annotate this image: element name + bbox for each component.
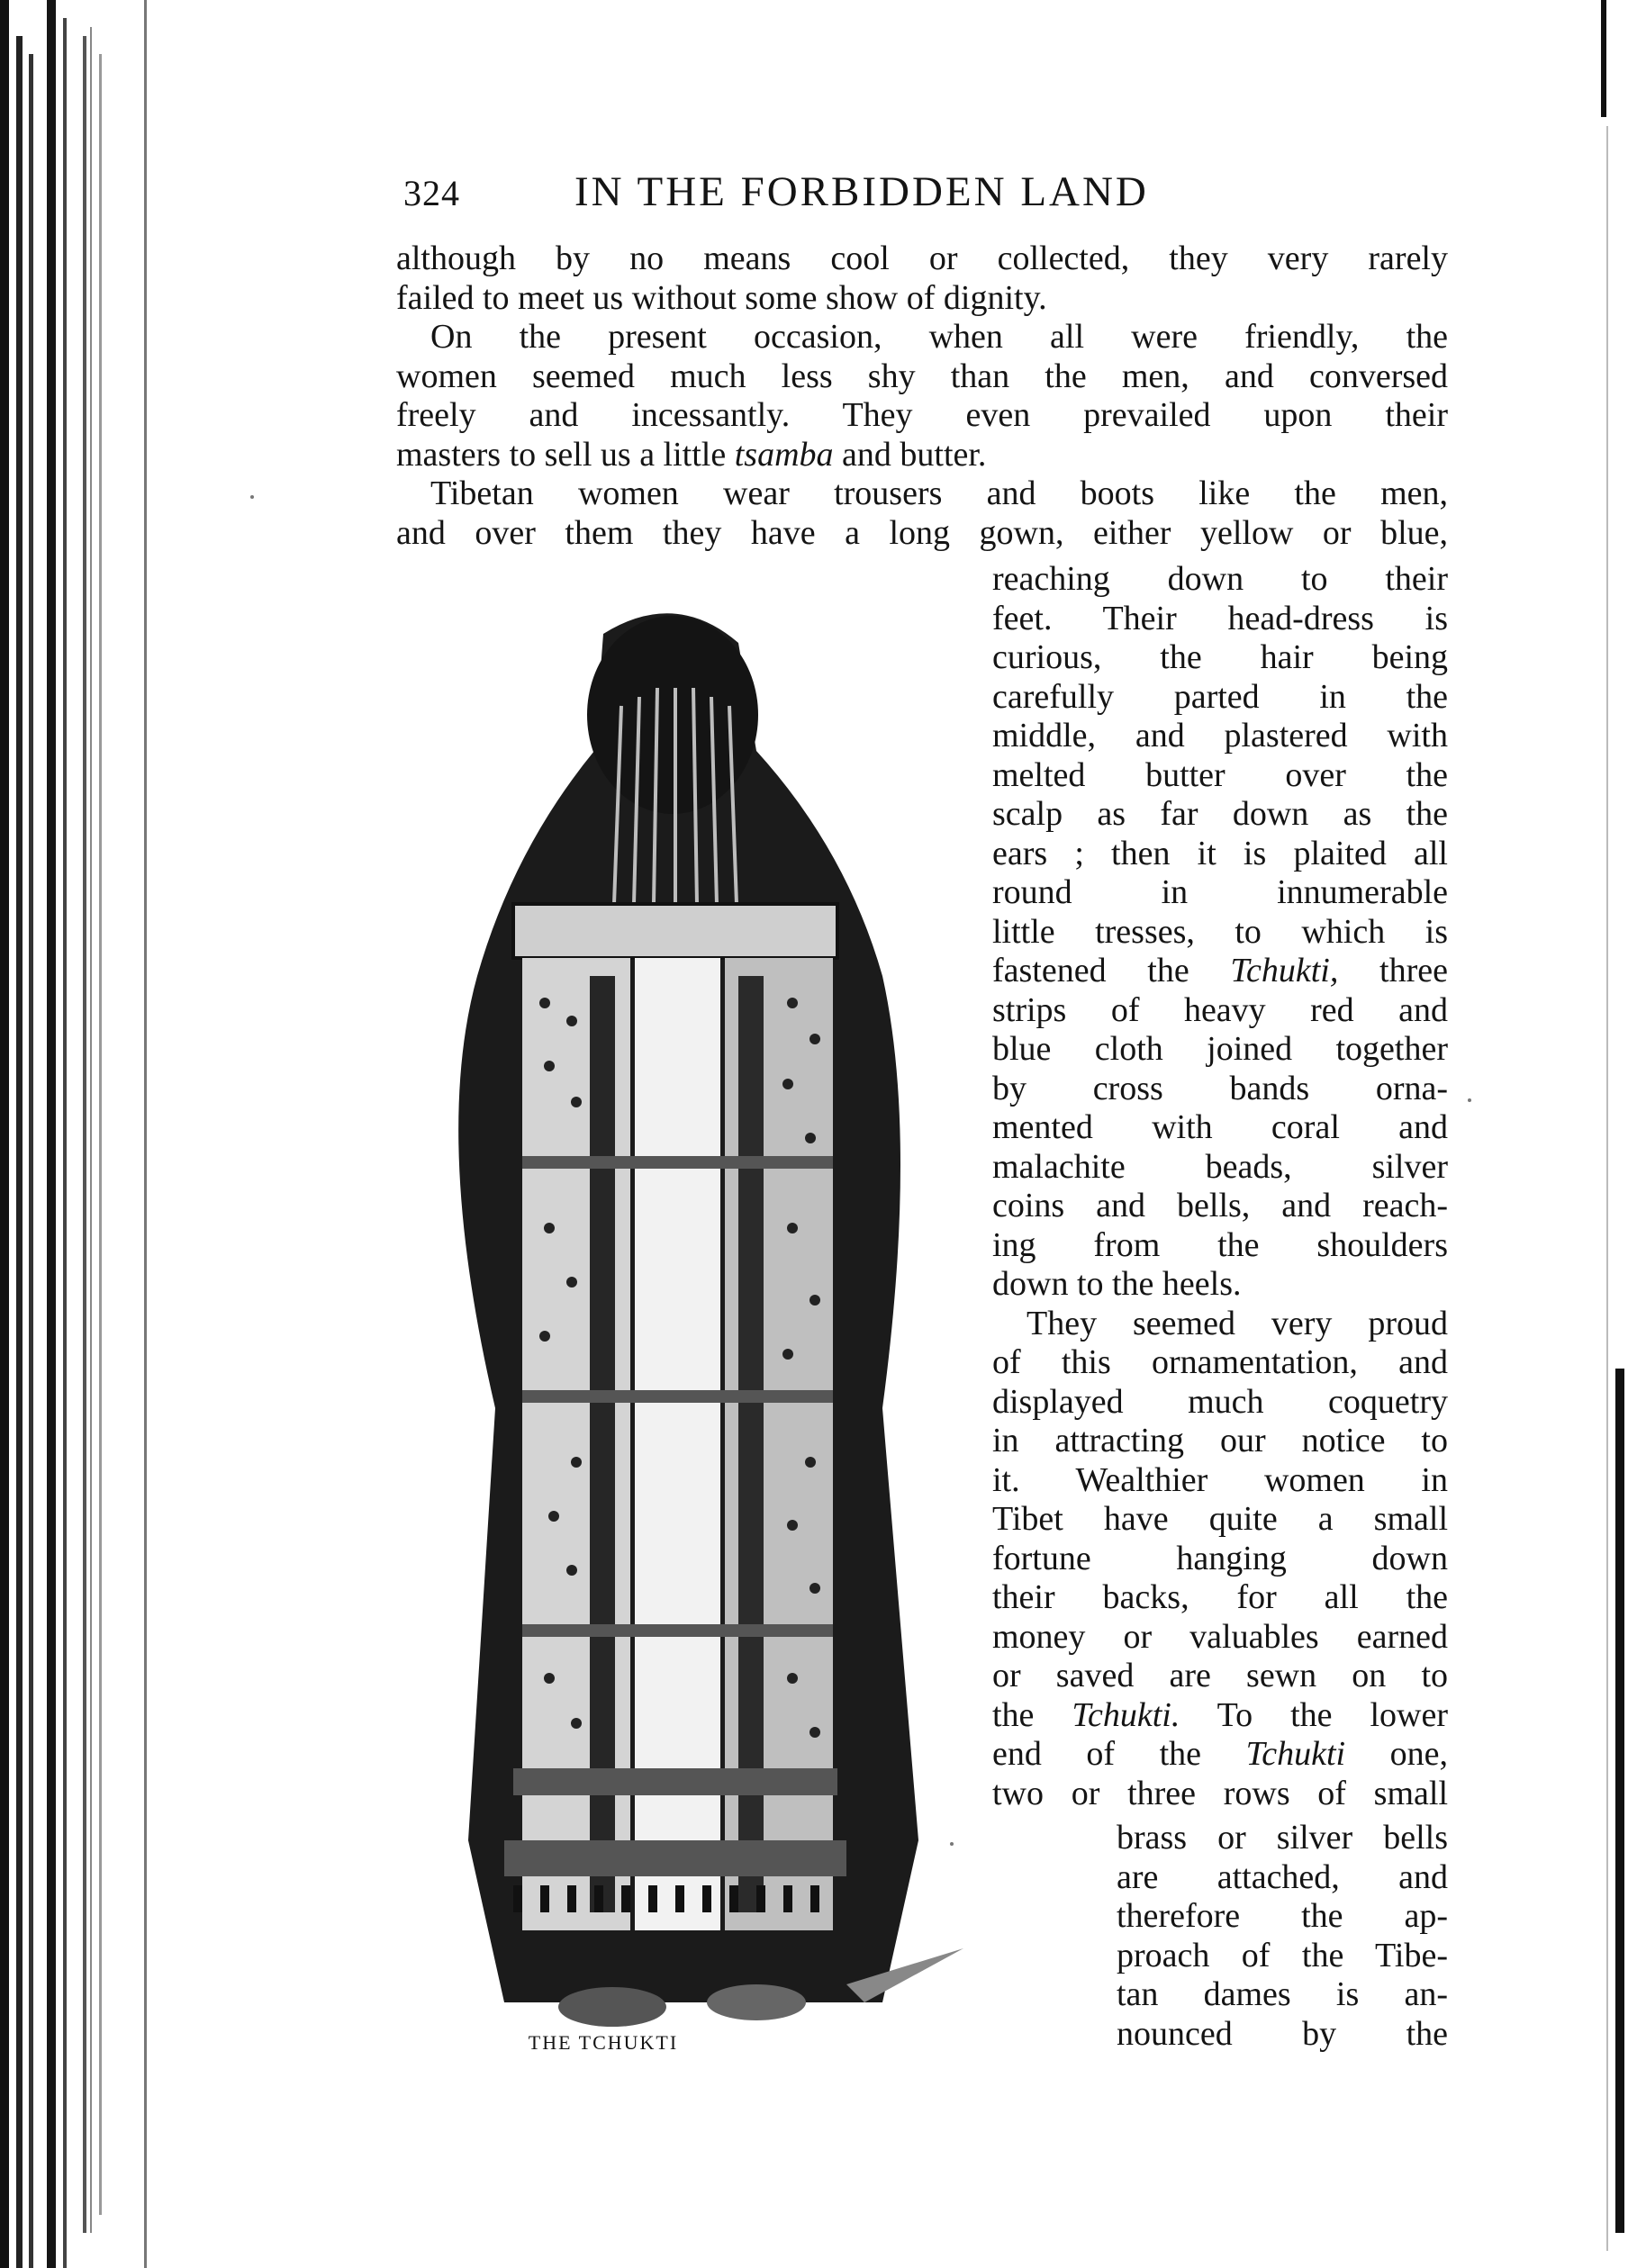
text-line-run: fortune hanging down	[992, 1539, 1448, 1577]
text-line-run: ears ; then it is plaited all	[992, 834, 1448, 872]
text-line	[1117, 1975, 1448, 2015]
text-line-run: end of the	[992, 1735, 1246, 1773]
boot-left	[558, 1987, 666, 2027]
running-title: IN THE FORBIDDEN LAND	[574, 168, 1149, 215]
text-line-run: round in innumerable	[992, 873, 1448, 911]
scan-speck	[950, 1842, 954, 1846]
text-line	[992, 678, 1448, 718]
text-line-run: fastened the	[992, 952, 1231, 989]
text-line-run: of this ornamentation, and	[992, 1343, 1448, 1381]
text-line-run: the	[992, 1695, 1072, 1734]
italic-term: Tchukti.	[1072, 1695, 1180, 1734]
text-line-run: scalp as far down as the	[992, 795, 1448, 833]
text-line-run: and butter.	[833, 435, 987, 474]
text-line	[992, 600, 1448, 639]
text-line-run: failed to meet us without some show of dignity.	[396, 278, 1047, 317]
text-line	[992, 1422, 1448, 1461]
text-line	[396, 239, 1448, 279]
text-line	[992, 560, 1448, 600]
text-line-run: by cross bands orna-	[992, 1069, 1448, 1107]
figure-caption: THE TCHUKTI	[528, 2031, 679, 2054]
text-line	[396, 318, 1448, 357]
italic-term: Tchukti	[1245, 1735, 1346, 1773]
text-line-run: They seemed very proud	[1027, 1304, 1448, 1342]
text-line-run: one,	[1345, 1735, 1448, 1773]
italic-term: tsamba	[734, 435, 834, 474]
text-line-run: blue cloth joined together	[992, 1030, 1448, 1068]
body-text-side-column	[992, 560, 1448, 1813]
scan-binding-edge-right	[1574, 0, 1628, 2268]
text-line	[992, 1187, 1448, 1226]
text-line	[992, 1618, 1448, 1658]
text-line-run: little tresses, to which is	[992, 912, 1448, 951]
text-line	[992, 1696, 1448, 1736]
text-line-run: three	[1338, 952, 1448, 989]
running-header	[403, 167, 1448, 221]
text-line	[992, 717, 1448, 756]
text-line	[992, 1540, 1448, 1579]
body-text-narrow-column	[1117, 1819, 1448, 2054]
scan-binding-edge-left	[0, 0, 158, 2268]
text-line-run: To the lower	[1180, 1695, 1448, 1734]
text-line	[992, 756, 1448, 796]
text-line-run: malachite beads, silver	[992, 1147, 1448, 1186]
text-line	[992, 1030, 1448, 1070]
text-line-run: mented with coral and	[992, 1108, 1448, 1146]
text-line	[1117, 2015, 1448, 2055]
text-line-run: money or valuables earned	[992, 1617, 1448, 1656]
text-line-run: are attached, and	[1117, 1857, 1448, 1896]
text-line-run: two or three rows of small	[992, 1774, 1448, 1812]
text-line-run: Tibetan women wear trousers and boots like the men,	[430, 474, 1448, 512]
text-line	[992, 1735, 1448, 1775]
text-line	[992, 1500, 1448, 1540]
text-line	[396, 436, 1448, 475]
text-line-run: coins and bells, and reach-	[992, 1187, 1448, 1224]
text-line-run: nounced by the	[1117, 2014, 1448, 2053]
text-line-run: melted butter over the	[992, 755, 1448, 794]
text-line	[396, 514, 1448, 554]
text-line-run: curious, the hair being	[992, 638, 1448, 676]
text-line	[396, 357, 1448, 397]
text-line	[992, 1226, 1448, 1266]
text-line-run: displayed much coquetry	[992, 1382, 1448, 1421]
text-line	[396, 279, 1448, 319]
tchukti-top-band	[513, 904, 837, 958]
text-line-run: or saved are sewn on to	[992, 1657, 1448, 1694]
text-line-run: reaching down to their	[992, 560, 1448, 598]
text-line-run: and over them they have a long gown, either yellow or blue,	[396, 513, 1448, 552]
text-line-run: proach of the Tibe-	[1117, 1936, 1448, 1974]
text-line	[992, 913, 1448, 953]
text-line-run: strips of heavy red and	[992, 990, 1448, 1029]
text-line	[992, 1343, 1448, 1383]
text-line-run: women seemed much less shy than the men, and conversed	[396, 357, 1448, 395]
page-number: 324	[403, 173, 460, 213]
text-line-run: although by no means cool or collected, they very rarely	[396, 239, 1448, 277]
body-text-full-width	[396, 239, 1448, 553]
text-line-run: therefore the ap-	[1117, 1897, 1448, 1935]
text-line	[992, 1775, 1448, 1814]
text-line	[992, 1657, 1448, 1696]
boot-right	[707, 1984, 806, 2020]
text-line-run: middle, and plastered with	[992, 717, 1448, 754]
text-line	[992, 952, 1448, 991]
text-line-run: their backs, for all the	[992, 1578, 1448, 1616]
text-line	[992, 1265, 1448, 1305]
text-line-run: it. Wealthier women in	[992, 1460, 1448, 1499]
text-line	[992, 1148, 1448, 1188]
text-line-run: carefully parted in the	[992, 677, 1448, 716]
scan-speck	[1468, 1098, 1471, 1102]
text-line-run: in attracting our notice to	[992, 1422, 1448, 1459]
text-line	[992, 873, 1448, 913]
text-line	[992, 835, 1448, 874]
text-line	[992, 638, 1448, 678]
text-line	[992, 1383, 1448, 1423]
text-line	[396, 474, 1448, 514]
text-line	[396, 396, 1448, 436]
text-line	[992, 795, 1448, 835]
text-line-run: On the present occasion, when all were friendly, the	[430, 318, 1448, 356]
scan-speck	[250, 495, 254, 499]
text-line	[992, 1578, 1448, 1618]
text-line	[1117, 1937, 1448, 1976]
text-line-run: freely and incessantly. They even prevailed upon their	[396, 396, 1448, 434]
text-line-run: masters to sell us a little	[396, 435, 735, 474]
italic-term: Tchukti,	[1230, 952, 1339, 989]
text-line-run: tan dames is an-	[1117, 1975, 1448, 2013]
text-line	[1117, 1819, 1448, 1858]
text-line-run: ing from the shoulders	[992, 1225, 1448, 1264]
text-line-run: feet. Their head-dress is	[992, 599, 1448, 637]
text-line-run: down to the heels.	[992, 1265, 1242, 1303]
text-line	[992, 1305, 1448, 1344]
text-line	[992, 1108, 1448, 1148]
text-line	[1117, 1858, 1448, 1898]
illustration-the-tchukti	[378, 598, 972, 2029]
text-line-run: Tibet have quite a small	[992, 1500, 1448, 1538]
text-line-run: brass or silver bells	[1117, 1819, 1448, 1857]
text-line	[992, 991, 1448, 1031]
text-line	[992, 1461, 1448, 1501]
text-line	[992, 1070, 1448, 1109]
text-line	[1117, 1897, 1448, 1937]
